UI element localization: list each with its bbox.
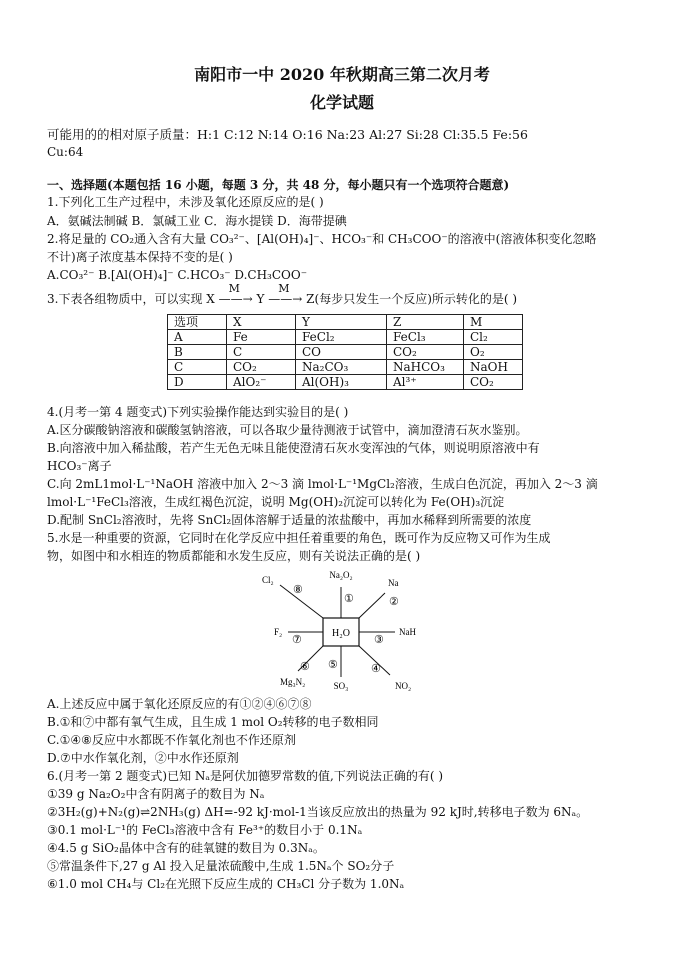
q3-stem-start: 3.下表各组物质中，可以实现 X <box>47 292 215 306</box>
table-cell: CO₂ <box>227 360 296 375</box>
label-nah: NaH <box>399 627 416 637</box>
table-cell: NaHCO₃ <box>387 360 464 375</box>
marker-4: ④ <box>371 663 381 675</box>
q3-table <box>167 314 523 390</box>
q5-stem-line2: 物，如图中和水相连的物质都能和水发生反应，则有关说法正确的是( ) <box>47 549 421 563</box>
q3-stem-y: Y <box>256 292 265 306</box>
table-row <box>168 345 523 360</box>
q3-table-header-row <box>168 315 523 330</box>
table-row <box>168 360 523 375</box>
table-cell: O₂ <box>464 345 523 360</box>
marker-1: ① <box>344 593 354 605</box>
q6-item-5: ⑤常温条件下,27 g Al 投入足量浓硫酸中,生成 1.5Nₐ个 SO₂分子 <box>47 859 395 873</box>
table-row <box>168 375 523 390</box>
q4-option-b-line2: HCO₃⁻离子 <box>47 459 112 473</box>
section-heading: 一、选择题(本题包括 16 小题，每题 3 分，共 48 分，每小题只有一个选项符合题意) <box>47 178 510 192</box>
q4-option-c-line2: lmol·L⁻¹FeCl₃溶液，生成红褐色沉淀，说明 Mg(OH)₂沉淀可以转化为 Fe(OH)₃沉淀 <box>47 495 505 509</box>
q3-th-x: X <box>227 315 296 330</box>
q6-stem: 6.(月考一第 2 题变式)已知 Nₐ是阿伏加德罗常数的值,下列说法正确的有( ) <box>47 769 444 783</box>
label-f2: F₂ <box>274 627 283 637</box>
label-cl2: Cl₂ <box>262 575 274 585</box>
q3-arrow-2: M ——→ <box>268 282 303 306</box>
page-subtitle: 化学试题 <box>309 93 374 112</box>
q3-stem-end: Z(每步只发生一个反应)所示转化的是( ) <box>306 292 518 306</box>
q6-item-2: ②3H₂(g)+N₂(g)⇌2NH₃(g) ΔH=-92 kJ·mol-1当该反应放出的热量为 92 kJ时,转移电子数为 6Nₐ。 <box>47 805 589 819</box>
q5-option-d: D.⑦中水作氧化剂，②中水作还原剂 <box>47 751 239 765</box>
q3-th-m: M <box>464 315 523 330</box>
table-cell: D <box>168 375 227 390</box>
q4-option-c-line1: C.向 2mL1mol·L⁻¹NaOH 溶液中加入 2～3 滴 lmol·L⁻¹MgCl₂溶液，生成白色沉淀，再加入 2～3 滴 <box>47 477 598 491</box>
table-cell: CO₂ <box>464 375 523 390</box>
table-cell: C <box>168 360 227 375</box>
table-cell: CO <box>296 345 387 360</box>
table-cell: Al³⁺ <box>387 375 464 390</box>
table-cell: CO₂ <box>387 345 464 360</box>
q5-option-a: A.上述反应中属于氧化还原反应的有①②④⑥⑦⑧ <box>47 697 312 711</box>
q6-item-6: ⑥1.0 mol CH₄与 Cl₂在光照下反应生成的 CH₃Cl 分子数为 1.0Nₐ <box>47 877 405 891</box>
q2-stem-line1: 2.将足量的 CO₂通入含有大量 CO₃²⁻、[Al(OH)₄]⁻、HCO₃⁻和 CH₃COO⁻的溶液中(溶液体积变化忽略 <box>47 232 597 246</box>
q3-th-z: Z <box>387 315 464 330</box>
label-no2: NO₂ <box>395 681 412 691</box>
marker-2: ② <box>389 596 399 608</box>
q3-arrow-1-label: M <box>228 282 240 295</box>
q4-stem: 4.(月考一第 4 题变式)下列实验操作能达到实验目的是( ) <box>47 405 349 419</box>
q4-option-a: A.区分碳酸钠溶液和碳酸氢钠溶液，可以各取少量待测液于试管中，滴加澄清石灰水鉴别。 <box>47 423 528 437</box>
q4-option-d: D.配制 SnCl₂溶液时，先将 SnCl₂固体溶解于适量的浓盐酸中，再加水稀释到所需要的浓度 <box>47 513 532 527</box>
marker-5: ⑤ <box>328 659 338 671</box>
marker-7: ⑦ <box>292 634 302 646</box>
table-cell: C <box>227 345 296 360</box>
atomic-masses-line2: Cu:64 <box>47 145 84 159</box>
q3-th-option: 选项 <box>168 315 227 330</box>
q3-arrow-2-label: M <box>278 282 290 295</box>
connector-line <box>359 593 385 618</box>
q3-stem <box>47 282 518 307</box>
q5-stem-line1: 5.水是一种重要的资源，它同时在化学反应中担任着重要的角色，既可作为反应物又可作为生成 <box>47 531 551 545</box>
atomic-masses-line1: 可能用的的相对原子质量：H:1 C:12 N:14 O:16 Na:23 Al:27 Si:28 Cl:35.5 Fe:56 <box>47 127 528 142</box>
table-cell: FeCl₂ <box>296 330 387 345</box>
q6-item-3: ③0.1 mol·L⁻¹的 FeCl₃溶液中含有 Fe³⁺的数目小于 0.1Nₐ <box>47 823 363 837</box>
table-cell: FeCl₃ <box>387 330 464 345</box>
page-title: 南阳市一中 2020 年秋期高三第二次月考 <box>194 65 490 84</box>
q5-option-c: C.①④⑧反应中水都既不作氧化剂也不作还原剂 <box>47 733 296 747</box>
label-na2o2: Na₂O₂ <box>329 570 353 580</box>
q1-stem: 1.下列化工生产过程中，未涉及氧化还原反应的是( ) <box>47 195 324 209</box>
marker-8: ⑧ <box>293 584 303 596</box>
table-cell: A <box>168 330 227 345</box>
q3-th-y: Y <box>296 315 387 330</box>
table-row <box>168 330 523 345</box>
table-cell: NaOH <box>464 360 523 375</box>
table-cell: AlO₂⁻ <box>227 375 296 390</box>
q6-item-1: ①39 g Na₂O₂中含有阴离子的数目为 Nₐ <box>47 787 265 801</box>
label-so3: SO₃ <box>333 681 349 691</box>
water-reaction-diagram <box>250 565 440 695</box>
h2o-label: H₂O <box>332 628 350 639</box>
table-cell: B <box>168 345 227 360</box>
q2-options: A.CO₃²⁻ B.[Al(OH)₄]⁻ C.HCO₃⁻ D.CH₃COO⁻ <box>47 268 308 282</box>
q4-option-b-line1: B.向溶液中加入稀盐酸，若产生无色无味且能使澄清石灰水变浑浊的气体，则说明原溶液中有 <box>47 441 540 455</box>
q5-option-b: B.①和⑦中都有氧气生成，且生成 1 mol O₂转移的电子数相同 <box>47 715 379 729</box>
label-na: Na <box>388 578 399 588</box>
table-cell: Fe <box>227 330 296 345</box>
table-cell: Na₂CO₃ <box>296 360 387 375</box>
table-cell: Al(OH)₃ <box>296 375 387 390</box>
q1-options: A．氨碱法制碱 B．氯碱工业 C．海水提镁 D．海带提碘 <box>47 214 347 228</box>
table-cell: Cl₂ <box>464 330 523 345</box>
marker-3: ③ <box>374 634 384 646</box>
q2-stem-line2: 不计)离子浓度基本保持不变的是( ) <box>47 250 233 264</box>
label-mg3n2: Mg₃N₂ <box>280 677 306 687</box>
q6-item-4: ④4.5 g SiO₂晶体中含有的硅氧键的数目为 0.3Nₐ。 <box>47 841 325 855</box>
q3-arrow-1: M ——→ <box>218 282 253 306</box>
marker-6: ⑥ <box>300 661 310 673</box>
